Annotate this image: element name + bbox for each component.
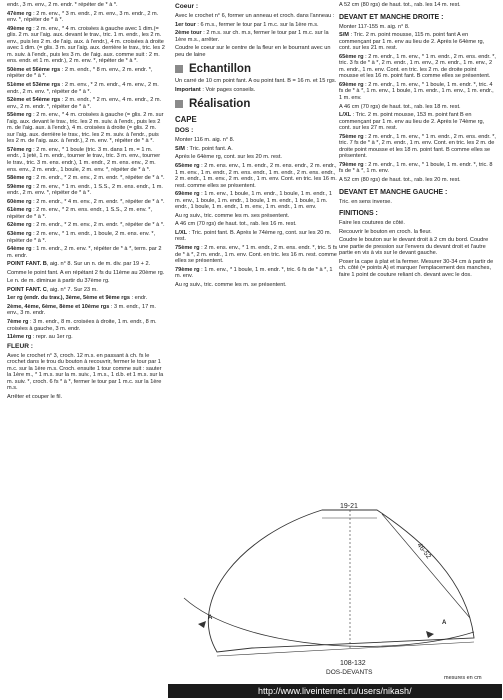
instruction-text: : 2 m. endr., * 8 m. env., 2 m. endr. *, répéter de * à *.	[7, 66, 153, 80]
instruction-text: : 2 m. endr., 1 m. env., * 1 boule, 1 m. endr. *, tric. 8 fs de * à *, 1 m. env.	[339, 161, 493, 175]
instruction-paragraph	[175, 282, 338, 289]
instruction-paragraph	[339, 199, 497, 206]
instruction-paragraph	[175, 163, 338, 189]
instruction-paragraph	[339, 32, 497, 52]
instruction-paragraph	[7, 304, 165, 317]
devant-droite-heading-text: DEVANT ET MANCHE DROITE :	[339, 13, 444, 21]
row-label: 61ème rg	[7, 207, 32, 214]
row-label: 79ème rg	[339, 161, 364, 168]
instruction-text: : 2 m. ens. env., * 1 m. endr., 2 m. ens. endr. *, tric. 5 fs de * à *, 2 m. endr., 1 m. env. Cont. en tric. les 16 m. rest. comme elles se présentent.	[175, 245, 338, 265]
instruction-paragraph	[175, 245, 338, 265]
instruction-text: Après le 64ème rg, cont. sur les 20 m. rest.	[175, 154, 282, 161]
instruction-paragraph	[175, 45, 338, 58]
cape-heading-text: CAPE	[175, 115, 197, 125]
instruction-text: Avec le crochet n° 6, former un anneau et croch. dans l'anneau :	[175, 13, 335, 19]
instruction-paragraph	[7, 112, 165, 145]
row-label: 63ème rg	[7, 230, 32, 237]
instruction-paragraph	[7, 199, 165, 206]
instruction-text: , aig. n° 7. Sur 23 m.	[46, 286, 98, 293]
instruction-text: : 2 m. ens. env., 1 m. endr., 2 m. ens. endr., 2 m. endr., 1 m. env., 1 m. endr., 2 m. ens. endr., 1 m. endr., 2 m. ens. endr., 2 m. endr., 1 m. env., 2 m. endr., 1 m. env. Cont. en tric. les 16 m. rest. comme elles se présentent.	[175, 163, 337, 189]
row-label: 7ème rg	[7, 318, 29, 325]
cape-schematic-diagram	[172, 500, 497, 665]
devant-droite-heading	[339, 13, 497, 22]
instruction-text: : endr.	[130, 295, 148, 302]
instruction-paragraph	[7, 319, 165, 332]
arrowhead-right	[426, 631, 434, 638]
finitions-heading-text: FINITIONS :	[339, 210, 378, 218]
instruction-paragraph	[175, 230, 338, 243]
instruction-text: : Voir pages conseils.	[200, 86, 256, 93]
instruction-text: : 2 m. endr., * 2 m. env., 2 m. endr. *, répéter de * à *.	[31, 175, 165, 182]
dos-heading	[175, 127, 338, 135]
row-label: 69ème rg	[339, 81, 364, 88]
instruction-text: : 2 m. env., * 4 m. croisées à gauche avec 1 dim.(= glis. 2 m. sur l'aig. aux. devant le trav., tric. 1 m. endr., les 2 m. env., puis les 2 m. de l'aig. aux. à l'endr.), 4 m. croisées à droite avec 1 dim. (= glis. 3 m. sur l'aig. aux. derrière le trav., tric. les 2 m. suiv. à l'endr., puis les 3 m. de l'aig. aux. comme suit : 2 m. ens. endr. et 1 m. endr.), 2 m. env. *, répéter de * à *.	[7, 25, 165, 65]
instruction-paragraph	[339, 229, 497, 236]
instruction-text: Poser la cape à plat et la fermer. Mesurer 30-34 cm à partir de ch. côté (= points A) et marquer l'emplacement des manches, faire 1 point de couture reliant ch. devant avec le dos.	[339, 258, 494, 278]
instruction-text: : 2 m. env., * 1 m. endr., 1 S.S., 2 m. ens. endr., 1 m. endr., 2 m. env. *, répéter de * à *.	[7, 183, 163, 197]
instruction-paragraph	[7, 334, 165, 341]
instruction-paragraph	[175, 78, 338, 85]
instruction-text: Avec le crochet n° 3, croch. 12 m.s. en passant à ch. fs le crochet dans le trou du bouton à recouvrir, fermer le tour par 1 m.c. sur la 1ère m.s. Croch. ensuite 1 tour comme suit : sauter la 1ère m., * 1 m.s. sur la m. suiv., 1 m.s., 1 d.b. et 1 m.s. sur la m. suiv. *, croch. 6 fs * à *, fermer le tour par 1 m.c. sur la 1ère m.s.	[7, 352, 164, 392]
instruction-text: : Tric. point fant. B. Après le 74ème rg, cont. sur les 20 m. rest.	[175, 229, 332, 243]
point-a-left-label: A	[208, 615, 213, 621]
instruction-text: Un carré de 10 cm point fant. A ou point fant. B = 16 m. et 15 rgs.	[175, 78, 337, 85]
unit-note: mesures en cm	[444, 675, 482, 681]
instruction-text: : Tric. point fant. A.	[184, 145, 233, 152]
row-label: 1er tour	[175, 21, 196, 28]
row-label: 64ème rg	[7, 246, 32, 253]
instruction-paragraph	[7, 295, 165, 302]
instruction-paragraph	[7, 2, 165, 9]
row-label: POINT FANT. B	[7, 261, 47, 268]
instruction-paragraph	[339, 54, 497, 80]
row-label: 65ème rg	[339, 53, 364, 60]
instruction-text: : 2 m. env., * 2 m. endr., 4 m. env., 2 m. endr., 2 m. env. *, répéter de * à *.	[7, 82, 159, 95]
instruction-paragraph	[7, 97, 165, 110]
instruction-text: Faire les coutures de côté.	[339, 220, 405, 227]
row-label: L/XL	[175, 229, 188, 236]
instruction-paragraph	[339, 259, 497, 279]
instruction-paragraph	[7, 270, 165, 277]
instruction-text: Recouvrir le bouton en croch. la fleur.	[339, 228, 432, 235]
instruction-paragraph	[175, 146, 338, 153]
row-label: 58ème rg	[7, 175, 32, 182]
instruction-paragraph	[7, 353, 165, 392]
row-label: 60ème rg	[7, 198, 32, 205]
instruction-text: : 2 m. endr., * 2 m. env., 4 m. endr., 2 m. env., 2 m. endr. *, répéter de * à *.	[7, 97, 162, 110]
instruction-text: : 3 m. endr., 8 m. croisées à droite, 1 m. endr., 8 m. croisées à gauche, 3 m. endr.	[7, 318, 157, 332]
instruction-text: : 2 m. endr., 1 m. env., * 1 m. endr., 2 m. ens. endr. *, tric. 3 fs de * à *, 2 m. endr., 1 m. env., 2 m. endr., 1 m. env., 2 m. endr., 1 m. env. Cont. en tric. les 2 m. de droite point mousse et les 16 m. point fant. B comme elles se présentent.	[339, 53, 496, 80]
row-label: 2ème tour	[175, 30, 202, 37]
instruction-paragraph	[7, 207, 165, 220]
instruction-text: Coudre le coeur sur le centre de la fleur en le bourrant avec un peu de laine	[175, 45, 331, 58]
instruction-paragraph	[175, 22, 338, 29]
finitions-heading	[339, 209, 497, 218]
source-url-link[interactable]: http://www.liveinternet.ru/users/nikash/	[258, 686, 412, 696]
realisation-heading-text: Réalisation	[189, 98, 251, 111]
instruction-paragraph	[175, 154, 338, 161]
instruction-paragraph	[339, 24, 497, 31]
row-label: 69ème rg	[175, 191, 200, 198]
instruction-paragraph	[339, 2, 497, 9]
instruction-paragraph	[339, 104, 497, 111]
instruction-paragraph	[7, 82, 165, 95]
slant-measure-line	[382, 514, 470, 618]
point-a-right-label: A	[442, 620, 447, 626]
row-label: Important	[175, 86, 201, 93]
cape-heading	[175, 115, 338, 125]
row-label: S/M	[175, 145, 185, 152]
instruction-paragraph	[7, 184, 165, 197]
instruction-text: A 46 cm (70 rgs) de haut. tot., rab. les 18 m. rest.	[339, 103, 461, 110]
instruction-paragraph	[175, 221, 338, 228]
echantillon-heading	[175, 62, 338, 76]
coeur-heading-text: Coeur :	[175, 3, 199, 10]
row-label: 59ème rg	[7, 183, 32, 190]
instruction-text: , aig. n° 8. Sur un n. de m. div. par 19 + 2.	[46, 261, 151, 268]
instruction-text: : 1 m. env., * 1 boule, 1 m. endr. *, tric. 6 fs de * à *, 1 m. env.	[175, 266, 333, 280]
instruction-paragraph	[7, 231, 165, 244]
instruction-text: : 2 m. env., * 2 m. ens. endr., 1 S.S., 2 m. env. *, répéter de * à *.	[7, 207, 152, 220]
instruction-paragraph	[339, 82, 497, 102]
coeur-heading	[175, 3, 338, 11]
section-label: FLEUR :	[7, 342, 34, 350]
instruction-paragraph	[175, 137, 338, 144]
instruction-text: Tric. en sens inverse.	[339, 198, 392, 205]
instruction-paragraph	[175, 87, 338, 94]
instruction-paragraph	[339, 112, 497, 132]
instruction-text: : 2 m. endr., * 4 m. env., 2 m. endr. *, répéter de * à *.	[31, 198, 165, 205]
instruction-text: : 6 m.s., fermer le tour par 1 m.c. sur la 1ère m.s.	[195, 21, 319, 28]
instruction-paragraph	[7, 278, 165, 285]
instruction-paragraph	[7, 261, 165, 268]
instruction-text: : Tric. 2 m. point mousse, 115 m. point fant A en commençant par 1 m. env au lieu de 2. Après le 64ème rg, cont. sur les 21 m. rest.	[339, 32, 485, 52]
row-label: 65ème rg	[175, 163, 200, 170]
instruction-paragraph	[7, 287, 165, 294]
row-label: 50ème et 56ème rgs	[7, 66, 61, 73]
devant-gauche-heading	[339, 188, 497, 197]
section-square-icon	[175, 65, 183, 73]
row-label: 11ème rg	[7, 334, 32, 341]
instruction-paragraph	[7, 11, 165, 24]
instruction-paragraph	[339, 177, 497, 184]
instruction-paragraph	[7, 67, 165, 80]
instruction-text: A 46 cm (70 rgs) de haut. tot., rab. les 16 m. rest.	[175, 221, 297, 228]
instruction-paragraph	[7, 147, 165, 173]
left-column	[7, 2, 165, 402]
row-label: 79ème rg	[175, 266, 200, 273]
row-label: S/M	[339, 32, 349, 39]
instruction-text: : 2 m. env., * 1 boule (tric. 3 m. dans 1 m. = 1 m. endr., 1 jeté, 1 m. endr., tourner le trav., tric. 3 m. env., tourner le trav., tric. 3 m. ens. endr.), 1 m. endr., 2 m. ens. env., 2 m. ens. env., 2 m. endr., 1 boule, 2 m. env. *, répéter de * à *.	[7, 146, 161, 173]
slant-measure-label: 46-52	[415, 541, 432, 561]
right-column	[339, 2, 497, 281]
arrowhead-left	[198, 621, 206, 628]
instruction-paragraph	[175, 213, 338, 220]
row-label: 49ème rg	[7, 25, 32, 32]
instruction-paragraph	[7, 26, 165, 65]
row-label: 1er rg (endr. du trav.), 3ème, 5ème et 9ème rgs	[7, 295, 131, 302]
instruction-paragraph	[339, 134, 497, 160]
instruction-text: : 2 m. env., * 1 m. endr., 1 boule, 2 m. ens. env. *, répéter de * à *.	[7, 230, 156, 244]
instruction-text: Arrêter et couper le fil.	[7, 393, 63, 400]
realisation-heading	[175, 97, 338, 111]
instruction-text: : 1 m. endr., 2 m. env. *, répéter de * à *, term. par 2 m. endr.	[7, 246, 162, 259]
instruction-text: Comme le point fant. A en répétant 2 fs du 11ème au 20ème rg.	[7, 269, 165, 276]
instruction-text: A 52 cm (80 rgs) de haut. tot., rab. les 14 m. rest.	[339, 2, 461, 8]
source-url-footer	[168, 684, 502, 698]
instruction-text: : 2 m. endr., * 2 m. env., 2 m. endr. *, répéter de * à *.	[31, 222, 165, 229]
row-label: 62ème rg	[7, 222, 32, 229]
devant-gauche-heading-text: DEVANT ET MANCHE GAUCHE :	[339, 188, 448, 196]
section-square-icon	[175, 100, 183, 108]
cape-inner-curve	[184, 598, 474, 646]
row-label: L/XL	[339, 112, 352, 119]
instruction-text: Au rg suiv., tric. comme les m. se présentent.	[175, 281, 287, 288]
instruction-text: : 2 m. env., * 3 m. endr., 2 m. env., 3 m. endr., 2 m. env. *, répéter de * à *.	[7, 10, 159, 24]
instruction-paragraph	[175, 30, 338, 43]
row-label: 52ème et 54ème rgs	[7, 97, 61, 104]
bottom-measure-label: 108-132	[340, 660, 366, 665]
instruction-text: : repr. au 1er rg.	[31, 334, 73, 341]
instruction-text: A 52 cm (80 rgs) de haut. tot., rab. les 20 m. rest.	[339, 177, 461, 184]
instruction-paragraph	[339, 237, 497, 257]
row-label: 2ème, 4ème, 6ème, 8ème et 10ème rgs	[7, 303, 110, 310]
diagram-caption: DOS-DEVANTS	[326, 669, 373, 676]
instruction-paragraph	[7, 246, 165, 259]
instruction-paragraph	[175, 267, 338, 280]
instruction-text: Au rg suiv., tric. comme les m. ses présentent.	[175, 212, 290, 219]
top-measure-label: 19-21	[340, 503, 358, 510]
instruction-paragraph	[7, 394, 165, 401]
row-label: 51ème et 53ème rgs	[7, 82, 61, 89]
middle-column	[175, 2, 338, 290]
row-label: 47ème rg	[7, 10, 32, 17]
instruction-text: : 2 m.s. sur ch. m.s, fermer le tour par 1 m.c. sur la 1ère m.s., arrêter.	[175, 30, 329, 43]
echantillon-heading-text: Echantillon	[189, 63, 251, 76]
instruction-paragraph	[7, 175, 165, 182]
row-label: POINT FANT. C	[7, 286, 47, 293]
instruction-text: Coudre le bouton sur le devant droit à 2 cm du bord. Coudre une partie de pression sur l'envers du devant droit et l'autre partie en vis à vis sur le devant gauche.	[339, 237, 489, 257]
dos-heading-text: DOS :	[175, 127, 194, 135]
instruction-text: : Tric. 2 m. point mousse, 153 m. point fant B en commençant par 1 m. env au lieu de 2. Après le 74ème rg, cont. sur les 27 m. rest.	[339, 112, 485, 132]
instruction-paragraph	[339, 220, 497, 227]
instruction-text: : 2 m. endr., 1 m. env., * 1 boule, 1 m. endr. *, tric. 4 fs de * à *, 1 m. env., 1 boule, 1 m. endr., 1 m. env., 1 m. endr., 1 m. env.	[339, 81, 494, 102]
instruction-paragraph	[175, 191, 338, 211]
row-label: 75ème rg	[175, 245, 200, 252]
instruction-text: : 2 m. endr., 1 m. env., * 1 m. endr., 2 m. ens. endr. *, tric. 7 fs de * à *, 2 m. endr., 1 m. env. Cont. en tric. les 2 m. de droite point mousse et les 18 m. point fant. B comme elles se présentent.	[339, 133, 496, 160]
row-label: 75ème rg	[339, 133, 364, 140]
instruction-text: : 2 m. env., * 4 m. croisées à gauche (= glis. 2 m. sur l'aig. aux. devant le trav., tric. les 2 m. suiv. à l'endr., puis les 2 m. de l'aig. aux. à l'endr.), 4 m. croisées à droite (= glis. 2 m. sur l'aig. aux. derrière le trav., tric. les 2 m. suiv. à l'endr., puis les 2 m. de l'aig. aux. à l'endr.), 2 m. env. *, répéter de * à *.	[7, 112, 164, 145]
instruction-text: Monter 116 m. aig. n° 8.	[175, 137, 235, 144]
instruction-paragraph	[175, 13, 338, 20]
instruction-text: endr., 3 m. env., 2 m. endr. * répéter de * à *.	[7, 2, 118, 8]
instruction-text: Monter 117-155 m. aig. n° 8.	[339, 23, 410, 30]
instruction-paragraph	[339, 162, 497, 175]
instruction-text: Le n. de m. diminue à partir du 37ème rg.	[7, 278, 110, 285]
instruction-text: : 1 m. env., 1 boule, 1 m. endr., 1 boule, 1 m. endr., 1 m. env., 1 boule, 1 m. endr., 1 boule, 1 m. endr., 1 boule, 1 m. endr., 1 boule, 1 m. endr., 1 m. env., 1 m. endr., 1 m. env.	[175, 191, 332, 211]
row-label: 55ème rg	[7, 112, 32, 119]
row-label: 57ème rg	[7, 146, 32, 153]
instruction-text: : 3 m. endr., 17 m. env., 3 m. endr.	[7, 303, 156, 317]
instruction-paragraph	[7, 222, 165, 229]
